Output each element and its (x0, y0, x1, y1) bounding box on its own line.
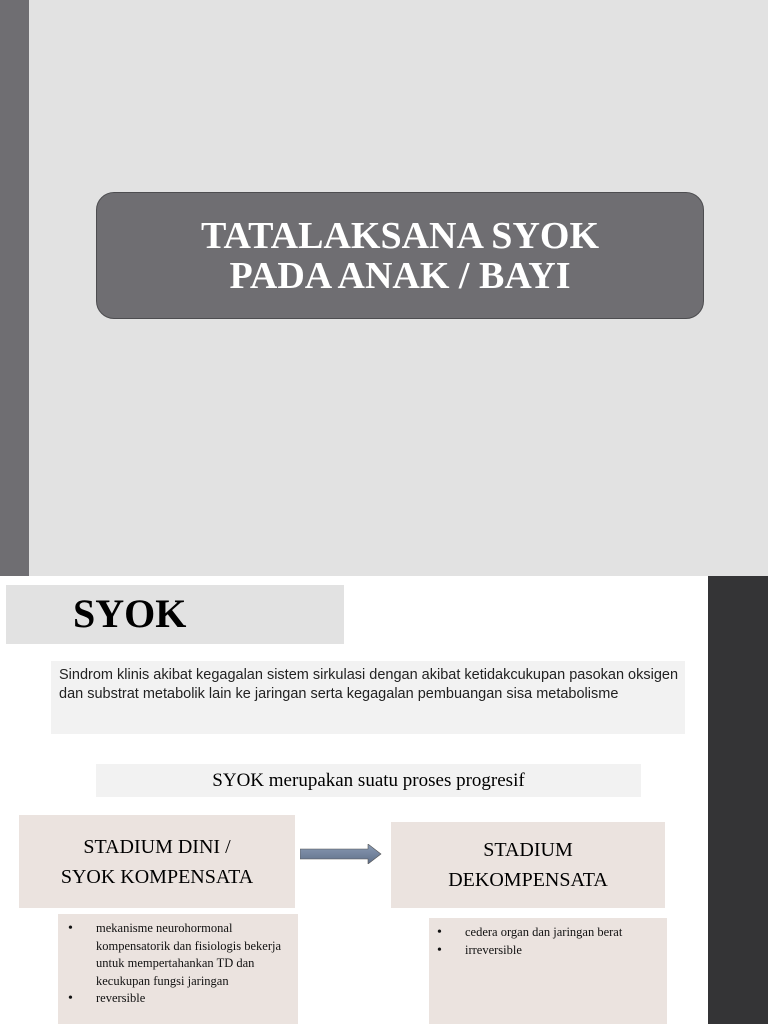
stage-decompensated-line-1: STADIUM (483, 839, 573, 861)
list-item (437, 924, 663, 942)
definition-text: Sindrom klinis akibat kegagalan sistem sirkulasi dengan akibat ketidakcukupan pasokan oksigen dan substrat metabolik lain ke jaringan serta kegagalan pembuangan sisa metabolisme (59, 667, 679, 702)
slide-heading: SYOK (73, 591, 187, 636)
stage-early-line-2: SYOK KOMPENSATA (60, 865, 254, 888)
progress-text: SYOK merupakan suatu proses progresif (212, 769, 525, 791)
bullet-text: reversible (96, 991, 146, 1005)
title-line-2: PADA ANAK / BAYI (229, 254, 571, 297)
stage-early-bullets-box (58, 914, 298, 1024)
stage-decompensated-box (391, 822, 665, 908)
right-arrow-icon (300, 844, 382, 864)
stage-decompensated-bullet-list (437, 924, 663, 959)
left-accent-bar (0, 0, 29, 576)
title-box (96, 192, 704, 319)
slide-title (201, 216, 599, 296)
bullet-text: irreversible (465, 942, 522, 957)
bullet-icon: • (437, 925, 442, 940)
bullet-text: cedera organ dan jaringan berat (465, 925, 623, 939)
progress-box (96, 764, 641, 797)
bullet-icon: • (437, 942, 442, 958)
title-line-1: TATALAKSANA SYOK (200, 214, 600, 257)
stage-decompensated-bullets-box (429, 918, 667, 1024)
right-accent-bar (708, 576, 768, 1024)
list-item (68, 990, 290, 1008)
bullet-icon: • (68, 991, 73, 1006)
list-item (68, 920, 290, 990)
stage-early-box (19, 815, 295, 908)
bullet-text: mekanisme neurohormonal kompensatorik dan fisiologis bekerja untuk mempertahankan TD dan kecukupan fungsi jaringan (96, 921, 282, 988)
list-item (437, 942, 663, 960)
bullet-icon: • (68, 921, 73, 936)
stage-decompensated-line-2: DEKOMPENSATA (448, 869, 608, 891)
stage-early-line-1: STADIUM DINI / (83, 835, 231, 858)
stage-early-bullet-list (68, 920, 290, 1008)
syok-slide (0, 576, 768, 1024)
